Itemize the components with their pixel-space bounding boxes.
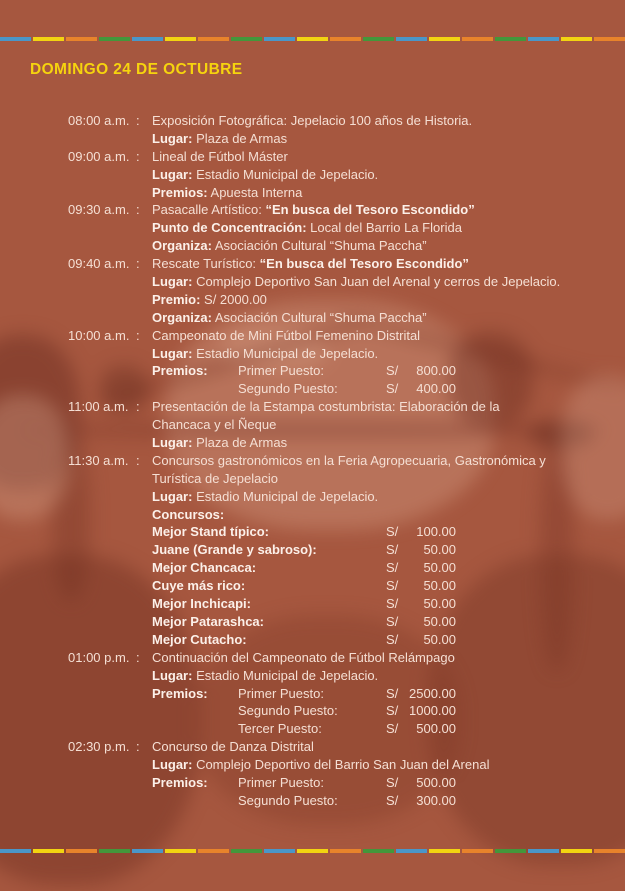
event-time: 09:40 a.m.	[68, 256, 130, 272]
event-line	[152, 255, 617, 273]
text-segment: Premio:	[152, 291, 201, 307]
text-segment: Turística de Jepelacio	[152, 470, 278, 486]
money-name: Segundo Puesto:	[238, 381, 338, 397]
event-line	[152, 237, 617, 255]
text-segment: Rescate Turístico:	[152, 256, 260, 272]
text-segment: Asociación Cultural “Shuma Paccha”	[211, 309, 427, 325]
money-name: Segundo Puesto:	[238, 703, 338, 719]
event-line	[152, 184, 617, 202]
page-title: DOMINGO 24 DE OCTUBRE	[30, 61, 243, 78]
event-row	[68, 327, 617, 399]
money-row	[152, 720, 617, 738]
text-segment: Lugar:	[152, 435, 193, 451]
event-row	[68, 452, 617, 649]
money-amount: 500.00	[416, 774, 456, 790]
money-amount: 300.00	[416, 792, 456, 808]
money-row	[152, 774, 617, 792]
money-amount: 50.00	[423, 631, 456, 647]
money-label: Cuye más rico:	[152, 578, 246, 594]
money-label: Mejor Chancaca:	[152, 560, 257, 576]
text-segment: Plaza de Armas	[192, 435, 288, 451]
text-segment: Exposición Fotográfica: Jepelacio 100 años de Historia.	[152, 113, 473, 128]
text-segment: Local del Barrio La Florida	[306, 220, 462, 236]
text-segment: Organiza:	[152, 309, 212, 325]
event-line	[152, 166, 617, 184]
money-currency: S/	[386, 721, 399, 737]
top-stripe	[0, 37, 625, 41]
event-line	[152, 667, 617, 685]
text-segment: Concurso de Danza Distrital	[152, 739, 314, 755]
text-segment: Lineal de Fútbol Máster	[152, 148, 288, 164]
money-amount: 1000.00	[409, 703, 456, 719]
money-currency: S/	[386, 596, 399, 612]
event-body	[152, 649, 617, 738]
event-row	[68, 112, 617, 148]
money-currency: S/	[386, 524, 399, 540]
money-name: Tercer Puesto:	[238, 721, 322, 737]
event-line	[152, 756, 617, 774]
event-line	[152, 291, 617, 309]
event-line	[152, 309, 617, 327]
event-line	[152, 506, 617, 524]
money-label: Juane (Grande y sabroso):	[152, 542, 317, 558]
event-body	[152, 255, 617, 327]
text-segment: Concursos gastronómicos en la Feria Agropecuaria, Gastronómica y	[152, 452, 546, 468]
money-amount: 2500.00	[409, 685, 456, 701]
money-row	[152, 702, 617, 720]
event-separator: :	[136, 649, 140, 665]
event-row	[68, 148, 617, 202]
event-separator: :	[136, 148, 140, 164]
event-line	[152, 148, 617, 166]
text-segment: “En busca del Tesoro Escondido”	[265, 202, 475, 218]
money-currency: S/	[386, 631, 399, 647]
money-name: Primer Puesto:	[238, 685, 324, 701]
money-currency: S/	[386, 560, 399, 576]
text-segment: Continuación del Campeonato de Fútbol Relámpago	[152, 649, 455, 665]
money-amount: 400.00	[416, 381, 456, 397]
money-name: Primer Puesto:	[238, 363, 324, 379]
event-row	[68, 398, 617, 452]
text-segment: Estadio Municipal de Jepelacio.	[192, 667, 379, 683]
event-body	[152, 398, 617, 452]
event-time: 11:00 a.m.	[68, 399, 129, 415]
event-line	[152, 112, 617, 130]
text-segment: Presentación de la Estampa costumbrista: Elaboración de la	[152, 399, 500, 415]
event-line	[152, 130, 617, 148]
event-body	[152, 201, 617, 255]
text-segment: Lugar:	[152, 757, 193, 773]
event-time: 01:00 p.m.	[68, 649, 130, 665]
text-segment: Asociación Cultural “Shuma Paccha”	[211, 238, 427, 254]
money-row	[152, 559, 617, 577]
money-amount: 100.00	[416, 524, 456, 540]
money-label: Premios:	[152, 363, 208, 379]
text-segment: Pasacalle Artístico:	[152, 202, 266, 218]
money-currency: S/	[386, 774, 399, 790]
money-row	[152, 631, 617, 649]
money-amount: 500.00	[416, 721, 456, 737]
text-segment: Lugar:	[152, 166, 193, 182]
money-row	[152, 792, 617, 810]
event-line	[152, 345, 617, 363]
money-label: Premios:	[152, 774, 208, 790]
event-row	[68, 201, 617, 255]
money-currency: S/	[386, 381, 399, 397]
event-time: 08:00 a.m.	[68, 113, 130, 128]
event-time: 10:00 a.m.	[68, 327, 130, 343]
text-segment: Lugar:	[152, 274, 193, 290]
text-segment: Estadio Municipal de Jepelacio.	[192, 166, 379, 182]
money-row	[152, 613, 617, 631]
text-segment: “En busca del Tesoro Escondido”	[259, 256, 469, 272]
text-segment: S/ 2000.00	[200, 291, 267, 307]
event-body	[152, 738, 617, 810]
text-segment: Complejo Deportivo San Juan del Arenal y cerros de Jepelacio.	[192, 274, 561, 290]
event-line	[152, 416, 617, 434]
event-row	[68, 649, 617, 738]
event-line	[152, 470, 617, 488]
money-amount: 800.00	[416, 363, 456, 379]
event-body	[152, 327, 617, 399]
money-label: Mejor Cutacho:	[152, 631, 247, 647]
text-segment: Chancaca y el Ñeque	[152, 417, 277, 433]
event-line	[152, 738, 617, 756]
money-currency: S/	[386, 542, 399, 558]
text-segment: Punto de Concentración:	[152, 220, 307, 236]
event-time: 02:30 p.m.	[68, 739, 130, 755]
event-body	[152, 112, 617, 148]
event-separator: :	[136, 113, 140, 128]
text-segment: Lugar:	[152, 667, 193, 683]
money-name: Segundo Puesto:	[238, 792, 338, 808]
event-line	[152, 434, 617, 452]
money-name: Primer Puesto:	[238, 774, 324, 790]
money-amount: 50.00	[423, 596, 456, 612]
text-segment: Lugar:	[152, 130, 193, 146]
event-time: 11:30 a.m.	[68, 452, 129, 468]
event-separator: :	[136, 327, 140, 343]
text-segment: Complejo Deportivo del Barrio San Juan del Arenal	[192, 757, 490, 773]
money-amount: 50.00	[423, 578, 456, 594]
event-body	[152, 148, 617, 202]
event-line	[152, 452, 617, 470]
text-segment: Lugar:	[152, 345, 193, 361]
money-row	[152, 362, 617, 380]
schedule	[68, 112, 617, 810]
event-time: 09:30 a.m.	[68, 202, 130, 218]
text-segment: Concursos:	[152, 506, 225, 522]
money-currency: S/	[386, 685, 399, 701]
money-currency: S/	[386, 363, 399, 379]
event-separator: :	[136, 452, 140, 468]
event-line	[152, 398, 617, 416]
event-separator: :	[136, 256, 140, 272]
event-body	[152, 452, 617, 649]
text-segment: Estadio Municipal de Jepelacio.	[192, 345, 379, 361]
money-currency: S/	[386, 703, 399, 719]
money-label: Mejor Patarashca:	[152, 613, 264, 629]
money-row	[152, 577, 617, 595]
money-currency: S/	[386, 792, 399, 808]
text-segment: Organiza:	[152, 238, 212, 254]
text-segment: Plaza de Armas	[192, 130, 288, 146]
event-line	[152, 201, 617, 219]
money-label: Mejor Inchicapi:	[152, 596, 251, 612]
money-row	[152, 523, 617, 541]
money-row	[152, 685, 617, 703]
event-line	[152, 273, 617, 291]
money-amount: 50.00	[423, 542, 456, 558]
money-row	[152, 380, 617, 398]
event-separator: :	[136, 399, 140, 415]
money-row	[152, 541, 617, 559]
text-segment: Estadio Municipal de Jepelacio.	[192, 488, 379, 504]
money-currency: S/	[386, 613, 399, 629]
money-label: Premios:	[152, 685, 208, 701]
money-amount: 50.00	[423, 613, 456, 629]
event-line	[152, 219, 617, 237]
money-currency: S/	[386, 578, 399, 594]
event-line	[152, 327, 617, 345]
text-segment: Apuesta Interna	[207, 184, 303, 200]
money-amount: 50.00	[423, 560, 456, 576]
event-row	[68, 255, 617, 327]
money-label: Mejor Stand típico:	[152, 524, 269, 540]
event-separator: :	[136, 739, 140, 755]
event-line	[152, 488, 617, 506]
event-separator: :	[136, 202, 140, 218]
bottom-stripe	[0, 849, 625, 853]
event-line	[152, 649, 617, 667]
text-segment: Premios:	[152, 184, 208, 200]
event-time: 09:00 a.m.	[68, 148, 130, 164]
event-row	[68, 738, 617, 810]
text-segment: Campeonato de Mini Fútbol Femenino Distrital	[152, 327, 421, 343]
text-segment: Lugar:	[152, 488, 193, 504]
money-row	[152, 595, 617, 613]
